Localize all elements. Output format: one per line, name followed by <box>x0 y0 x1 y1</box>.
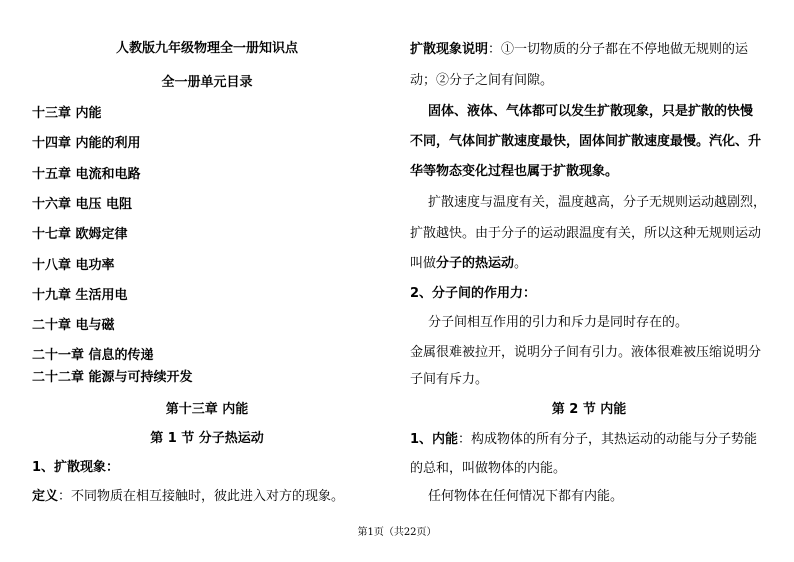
section-title: 第 1 节 分子热运动 <box>150 431 264 446</box>
expl-label: 扩散现象说明 <box>410 42 489 57</box>
item-ne-label: 1、内能 <box>410 432 459 447</box>
toc-item-21: 二十一章 信息的传递 <box>32 348 154 363</box>
para3: 分子间相互作用的引力和斥力是同时存在的。 <box>428 315 689 330</box>
toc-item-15: 十五章 电流和电路 <box>32 167 141 182</box>
toc-item-18: 十八章 电功率 <box>32 258 115 273</box>
para4-line-1: 金属很难被拉开，说明分子间有引力。液体很难被压缩说明分 <box>410 345 762 360</box>
para1-line-3: 华等物态变化过程也属于扩散现象。 <box>410 164 619 179</box>
expl-line-1 <box>410 42 748 58</box>
item-ne-line-2: 的总和，叫做物体的内能。 <box>410 461 567 476</box>
toc-title: 全一册单元目录 <box>161 75 253 90</box>
toc-item-13: 十三章 内能 <box>32 106 102 121</box>
item-ne-text-1: ：构成物体的所有分子，其热运动的动能与分子势能 <box>458 432 758 447</box>
item1-heading: 1、扩散现象： <box>32 460 120 475</box>
expl-line-2: 动；②分子之间有间隙。 <box>410 73 554 88</box>
toc-item-14: 十四章 内能的利用 <box>32 136 141 151</box>
toc-item-19: 十九章 生活用电 <box>32 288 128 303</box>
para5: 任何物体在任何情况下都有内能。 <box>428 489 624 504</box>
item-ne-line-1 <box>410 432 757 448</box>
page-footer: 第1页（共22页） <box>357 527 437 538</box>
toc-item-17: 十七章 欧姆定律 <box>32 227 128 242</box>
para2-line-1: 扩散速度与温度有关，温度越高，分子无规则运动越剧烈， <box>428 195 767 210</box>
term-molecular-thermal-motion: 分子的热运动 <box>436 256 515 271</box>
para1-line-2: 不同，气体间扩散速度最快，固体间扩散速度最慢。汽化、升 <box>410 134 762 149</box>
definition-text: ：不同物质在相互接触时，彼此进入对方的现象。 <box>58 489 345 504</box>
para2-line-2: 扩散越快。由于分子的运动跟温度有关，所以这种无规则运动 <box>410 226 762 241</box>
para1-line-1: 固体、液体、气体都可以发生扩散现象，只是扩散的快慢 <box>428 104 754 119</box>
toc-item-16: 十六章 电压 电阻 <box>32 197 133 212</box>
para2-post: 。 <box>514 256 528 271</box>
section2-title: 第 2 节 内能 <box>551 402 627 417</box>
toc-item-22: 二十二章 能源与可持续开发 <box>32 370 193 385</box>
definition-label: 定义 <box>32 489 59 504</box>
para4-line-2: 子间有斥力。 <box>410 372 489 387</box>
para2-pre: 叫做 <box>410 256 437 271</box>
item2-heading: 2、分子间的作用力： <box>410 286 537 301</box>
document-title: 人教版九年级物理全一册知识点 <box>115 41 298 56</box>
expl-text-1: ：①一切物质的分子都在不停地做无规则的运 <box>488 42 749 57</box>
toc-item-20: 二十章 电与磁 <box>32 318 115 333</box>
chapter-title: 第十三章 内能 <box>165 402 249 417</box>
definition-line <box>32 489 344 505</box>
para2-line-3 <box>410 256 527 272</box>
